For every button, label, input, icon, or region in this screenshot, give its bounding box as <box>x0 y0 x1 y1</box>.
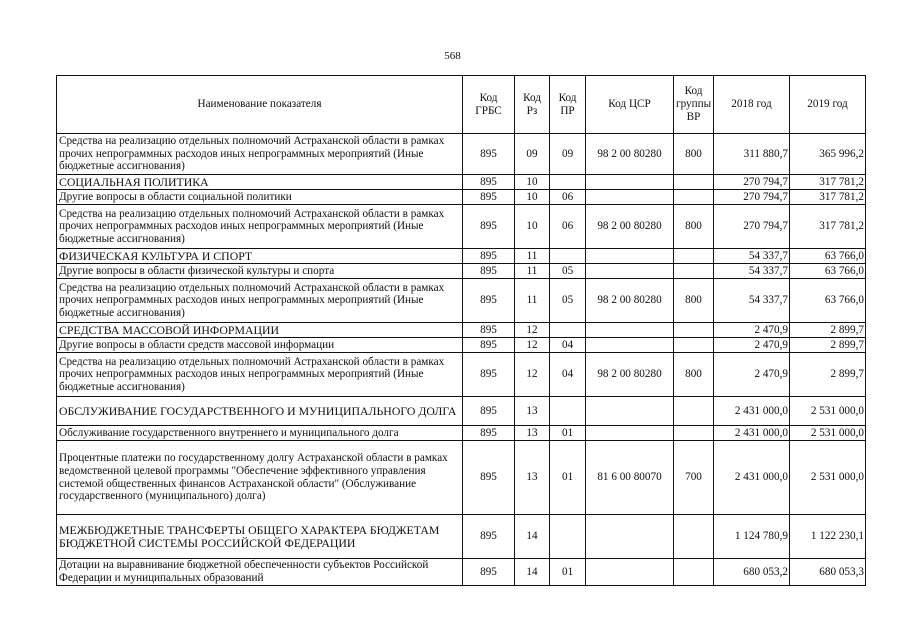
cell-csr <box>586 559 674 586</box>
cell-vr <box>674 559 714 586</box>
table-body <box>57 134 866 586</box>
cell-pr <box>550 323 586 338</box>
cell-csr: 98 2 00 80280 <box>586 353 674 397</box>
header-row <box>57 76 866 134</box>
cell-vr <box>674 426 714 441</box>
table-header <box>57 76 866 134</box>
cell-vr <box>674 323 714 338</box>
cell-pr: 01 <box>550 559 586 586</box>
cell-grbs: 895 <box>463 249 515 264</box>
cell-rz: 10 <box>515 205 550 249</box>
cell-2019: 365 996,2 <box>790 134 866 175</box>
cell-vr <box>674 515 714 559</box>
cell-2019: 63 766,0 <box>790 264 866 279</box>
cell-name: СОЦИАЛЬНАЯ ПОЛИТИКА <box>57 175 463 190</box>
cell-2018: 54 337,7 <box>714 279 790 323</box>
cell-name: Процентные платежи по государственному долгу Астраханской области в рамках ведомственной целевой программы "Обеспечение эффективного управления системой общественных финансов Астраханской области" (Обслуживание государственного (муниципального) долга) <box>57 441 463 515</box>
cell-vr: 700 <box>674 441 714 515</box>
cell-grbs: 895 <box>463 134 515 175</box>
section-row <box>57 515 866 559</box>
cell-pr <box>550 175 586 190</box>
cell-2019: 2 531 000,0 <box>790 426 866 441</box>
table-row <box>57 559 866 586</box>
cell-2018: 1 124 780,9 <box>714 515 790 559</box>
cell-2019: 317 781,2 <box>790 175 866 190</box>
cell-pr <box>550 397 586 426</box>
cell-2019: 317 781,2 <box>790 190 866 205</box>
cell-rz: 12 <box>515 338 550 353</box>
cell-name: Другие вопросы в области физической культуры и спорта <box>57 264 463 279</box>
cell-2018: 680 053,2 <box>714 559 790 586</box>
cell-vr <box>674 249 714 264</box>
table-row <box>57 134 866 175</box>
cell-2018: 2 470,9 <box>714 338 790 353</box>
cell-grbs: 895 <box>463 559 515 586</box>
header-name: Наименование показателя <box>57 76 463 134</box>
cell-csr <box>586 515 674 559</box>
cell-name: ОБСЛУЖИВАНИЕ ГОСУДАРСТВЕННОГО И МУНИЦИПАЛЬНОГО ДОЛГА <box>57 397 463 426</box>
cell-name: Другие вопросы в области средств массовой информации <box>57 338 463 353</box>
cell-rz: 09 <box>515 134 550 175</box>
cell-rz: 11 <box>515 249 550 264</box>
cell-csr: 98 2 00 80280 <box>586 279 674 323</box>
cell-grbs: 895 <box>463 515 515 559</box>
cell-csr: 98 2 00 80280 <box>586 205 674 249</box>
cell-2018: 2 470,9 <box>714 323 790 338</box>
cell-rz: 10 <box>515 190 550 205</box>
cell-vr <box>674 397 714 426</box>
table-row <box>57 279 866 323</box>
cell-rz: 10 <box>515 175 550 190</box>
cell-grbs: 895 <box>463 338 515 353</box>
cell-pr: 04 <box>550 353 586 397</box>
cell-pr: 05 <box>550 264 586 279</box>
header-rz: Код Рз <box>515 76 550 134</box>
cell-grbs: 895 <box>463 397 515 426</box>
table-row <box>57 205 866 249</box>
cell-csr <box>586 249 674 264</box>
cell-2019: 2 531 000,0 <box>790 397 866 426</box>
cell-vr: 800 <box>674 353 714 397</box>
header-2018: 2018 год <box>714 76 790 134</box>
cell-name: Средства на реализацию отдельных полномочий Астраханской области в рамках прочих непрограммных расходов иных непрограммных мероприятий (Иные бюджетные ассигнования) <box>57 134 463 175</box>
header-2019: 2019 год <box>790 76 866 134</box>
cell-2019: 2 899,7 <box>790 338 866 353</box>
cell-name: Другие вопросы в области социальной политики <box>57 190 463 205</box>
cell-pr: 09 <box>550 134 586 175</box>
cell-csr <box>586 397 674 426</box>
cell-2019: 317 781,2 <box>790 205 866 249</box>
cell-pr: 04 <box>550 338 586 353</box>
cell-2018: 311 880,7 <box>714 134 790 175</box>
cell-grbs: 895 <box>463 441 515 515</box>
cell-grbs: 895 <box>463 426 515 441</box>
cell-name: СРЕДСТВА МАССОВОЙ ИНФОРМАЦИИ <box>57 323 463 338</box>
cell-csr <box>586 426 674 441</box>
cell-pr <box>550 515 586 559</box>
cell-csr <box>586 323 674 338</box>
section-row <box>57 323 866 338</box>
cell-2018: 270 794,7 <box>714 205 790 249</box>
cell-rz: 14 <box>515 559 550 586</box>
table-row <box>57 264 866 279</box>
header-vr: Код группы ВР <box>674 76 714 134</box>
cell-csr <box>586 338 674 353</box>
cell-vr <box>674 338 714 353</box>
cell-name: Средства на реализацию отдельных полномочий Астраханской области в рамках прочих непрограммных расходов иных непрограммных мероприятий (Иные бюджетные ассигнования) <box>57 279 463 323</box>
cell-2018: 270 794,7 <box>714 190 790 205</box>
cell-name: Средства на реализацию отдельных полномочий Астраханской области в рамках прочих непрограммных расходов иных непрограммных мероприятий (Иные бюджетные ассигнования) <box>57 353 463 397</box>
cell-name: ФИЗИЧЕСКАЯ КУЛЬТУРА И СПОРТ <box>57 249 463 264</box>
header-pr: Код ПР <box>550 76 586 134</box>
cell-rz: 11 <box>515 264 550 279</box>
table-row <box>57 426 866 441</box>
table-row <box>57 441 866 515</box>
cell-vr: 800 <box>674 134 714 175</box>
cell-grbs: 895 <box>463 323 515 338</box>
cell-rz: 13 <box>515 441 550 515</box>
cell-rz: 13 <box>515 397 550 426</box>
cell-csr <box>586 264 674 279</box>
cell-2018: 270 794,7 <box>714 175 790 190</box>
cell-csr <box>586 190 674 205</box>
page-number: 568 <box>444 50 461 62</box>
cell-vr <box>674 264 714 279</box>
cell-pr: 06 <box>550 205 586 249</box>
section-row <box>57 249 866 264</box>
cell-2019: 2 899,7 <box>790 323 866 338</box>
cell-2018: 2 431 000,0 <box>714 441 790 515</box>
cell-2019: 63 766,0 <box>790 249 866 264</box>
cell-name: МЕЖБЮДЖЕТНЫЕ ТРАНСФЕРТЫ ОБЩЕГО ХАРАКТЕРА БЮДЖЕТАМ БЮДЖЕТНОЙ СИСТЕМЫ РОССИЙСКОЙ ФЕДЕРАЦИИ <box>57 515 463 559</box>
cell-2018: 54 337,7 <box>714 264 790 279</box>
header-grbs: Код ГРБС <box>463 76 515 134</box>
table-row <box>57 353 866 397</box>
section-row <box>57 397 866 426</box>
cell-rz: 14 <box>515 515 550 559</box>
cell-2018: 2 431 000,0 <box>714 397 790 426</box>
cell-pr <box>550 249 586 264</box>
cell-2019: 2 531 000,0 <box>790 441 866 515</box>
cell-name: Средства на реализацию отдельных полномочий Астраханской области в рамках прочих непрограммных расходов иных непрограммных мероприятий (Иные бюджетные ассигнования) <box>57 205 463 249</box>
header-csr: Код ЦСР <box>586 76 674 134</box>
table-row <box>57 190 866 205</box>
cell-vr <box>674 175 714 190</box>
cell-2018: 2 431 000,0 <box>714 426 790 441</box>
cell-2018: 2 470,9 <box>714 353 790 397</box>
cell-2019: 680 053,3 <box>790 559 866 586</box>
cell-2018: 54 337,7 <box>714 249 790 264</box>
cell-rz: 12 <box>515 353 550 397</box>
cell-csr: 98 2 00 80280 <box>586 134 674 175</box>
table-row <box>57 338 866 353</box>
cell-grbs: 895 <box>463 353 515 397</box>
cell-pr: 06 <box>550 190 586 205</box>
cell-2019: 2 899,7 <box>790 353 866 397</box>
cell-name: Обслуживание государственного внутреннего и муниципального долга <box>57 426 463 441</box>
cell-grbs: 895 <box>463 175 515 190</box>
cell-rz: 13 <box>515 426 550 441</box>
cell-name: Дотации на выравнивание бюджетной обеспеченности субъектов Российской Федерации и муниципальных образований <box>57 559 463 586</box>
cell-vr: 800 <box>674 205 714 249</box>
budget-table <box>56 75 866 586</box>
cell-2019: 1 122 230,1 <box>790 515 866 559</box>
section-row <box>57 175 866 190</box>
cell-grbs: 895 <box>463 264 515 279</box>
cell-vr: 800 <box>674 279 714 323</box>
cell-rz: 12 <box>515 323 550 338</box>
cell-grbs: 895 <box>463 190 515 205</box>
cell-pr: 01 <box>550 426 586 441</box>
cell-rz: 11 <box>515 279 550 323</box>
cell-csr <box>586 175 674 190</box>
cell-grbs: 895 <box>463 205 515 249</box>
cell-2019: 63 766,0 <box>790 279 866 323</box>
cell-vr <box>674 190 714 205</box>
cell-pr: 01 <box>550 441 586 515</box>
cell-pr: 05 <box>550 279 586 323</box>
cell-csr: 81 6 00 80070 <box>586 441 674 515</box>
cell-grbs: 895 <box>463 279 515 323</box>
